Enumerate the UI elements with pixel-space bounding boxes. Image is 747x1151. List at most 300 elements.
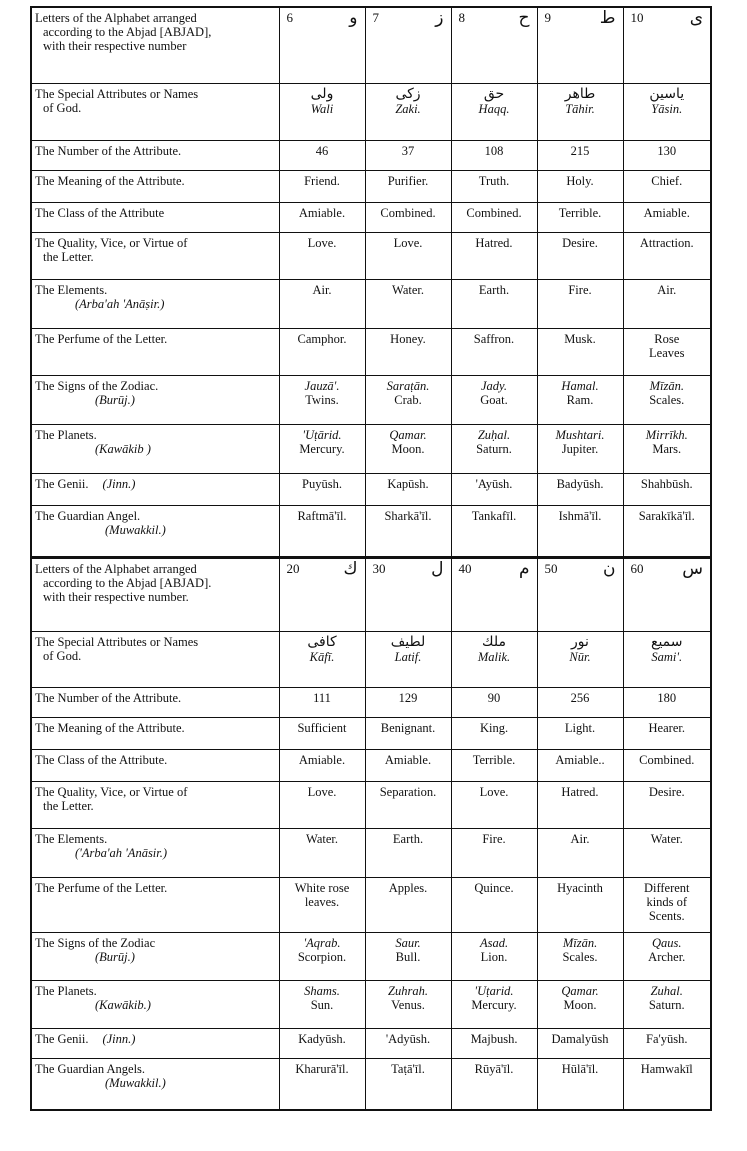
- english-name: Mercury.: [471, 997, 517, 1012]
- value-cell: Amiable.: [623, 202, 711, 232]
- arabic-name: Zuhrah.: [388, 983, 428, 998]
- value-cell: [537, 375, 623, 424]
- arabic-letter: ل: [431, 558, 444, 579]
- angels-row: [31, 1058, 711, 1110]
- value-cell: Damalyūsh: [537, 1028, 623, 1058]
- english-name: Mercury.: [299, 441, 345, 456]
- divine-name-translit: Yāsin.: [651, 101, 683, 116]
- value-cell: [279, 932, 365, 980]
- letter-cell: [537, 7, 623, 83]
- arabic-letter: ن: [603, 558, 616, 579]
- row-label-line: according to the Abjad [ABJAD].: [43, 575, 212, 590]
- arabic-name: Shams.: [304, 983, 340, 998]
- row-label-line: (Muwakkil.): [105, 522, 166, 537]
- arabic-name: Zuḥal.: [477, 427, 511, 442]
- row-label: [31, 877, 279, 932]
- value-cell: [623, 1058, 711, 1110]
- zodiac-row: [31, 932, 711, 980]
- value-line: Hyacinth: [557, 880, 603, 895]
- english-name: Moon.: [563, 997, 597, 1012]
- value-line: Taṭā'īl.: [391, 1061, 425, 1076]
- value-cell: [451, 424, 537, 473]
- row-label-line: with their respective number: [43, 39, 187, 53]
- value-cell: [365, 932, 451, 980]
- row-label-line: The Signs of the Zodiac: [35, 935, 156, 950]
- value-cell: [537, 877, 623, 932]
- value-cell: Majbush.: [451, 1028, 537, 1058]
- divine-name-cell: [365, 83, 451, 140]
- english-name: Moon.: [391, 441, 425, 456]
- arabic-name: 'Uṭarid.: [474, 983, 514, 998]
- value-cell: [537, 1058, 623, 1110]
- row-label-line: according to the Abjad [ABJAD],: [43, 25, 212, 39]
- arabic-letter: ى: [689, 8, 703, 28]
- row-label: [31, 687, 279, 717]
- row-label-line: The Elements.: [35, 831, 108, 846]
- english-name: Crab.: [394, 392, 422, 407]
- value-cell: Sarakīkā'īl.: [623, 505, 711, 557]
- value-cell: 111: [279, 687, 365, 717]
- value-cell: Love.: [451, 781, 537, 828]
- value-cell: Love.: [279, 781, 365, 828]
- divine-name-cell: [537, 631, 623, 687]
- value-line: Hamwakīl: [640, 1061, 693, 1076]
- row-label: [31, 232, 279, 279]
- value-line: leaves.: [304, 894, 340, 909]
- value-cell: Truth.: [451, 170, 537, 202]
- row-label-line: The Guardian Angel.: [35, 508, 141, 523]
- class-row: [31, 202, 711, 232]
- elements-row: [31, 828, 711, 877]
- letter-cell: [451, 7, 537, 83]
- letter-cell: [623, 557, 711, 631]
- row-label: [31, 279, 279, 328]
- value-line: Leaves: [649, 345, 685, 360]
- value-cell: Kadyūsh.: [279, 1028, 365, 1058]
- value-cell: Water.: [623, 828, 711, 877]
- row-label: [31, 557, 279, 631]
- arabic-name: Jauzā'.: [304, 378, 340, 393]
- letter-number: 10: [630, 10, 644, 25]
- value-cell: Air.: [537, 828, 623, 877]
- letter-number: 40: [458, 560, 472, 576]
- arabic-name: Mīzān.: [562, 935, 598, 950]
- arabic-letter: م: [518, 558, 530, 579]
- value-cell: 'Ayūsh.: [451, 473, 537, 505]
- letter-cell: [365, 557, 451, 631]
- english-name: Goat.: [480, 392, 508, 407]
- value-cell: Water.: [279, 828, 365, 877]
- arabic-name: Mīzān.: [649, 378, 684, 393]
- divine-name-translit: Latif.: [394, 649, 422, 664]
- value-cell: Water.: [365, 279, 451, 328]
- row-label-line: The Quality, Vice, or Virtue of: [35, 784, 188, 799]
- value-cell: 215: [537, 140, 623, 170]
- value-line: Scents.: [648, 908, 685, 923]
- value-cell: 37: [365, 140, 451, 170]
- value-line: Rūyā'īl.: [474, 1061, 514, 1076]
- arabic-letter: ح: [518, 8, 530, 28]
- row-label-line: The Class of the Attribute: [35, 205, 165, 220]
- letter-number: 9: [544, 10, 551, 25]
- row-label: [31, 505, 279, 557]
- value-cell: [365, 375, 451, 424]
- divine-name-cell: [451, 83, 537, 140]
- value-cell: [623, 375, 711, 424]
- divine-name-arabic: طاهر: [564, 85, 596, 102]
- letter-cell: [451, 557, 537, 631]
- divine-name-translit: Sami'.: [651, 649, 683, 664]
- letter-header: [455, 8, 534, 28]
- letter-cell: [623, 7, 711, 83]
- value-cell: [365, 424, 451, 473]
- letter-number: 20: [286, 560, 300, 576]
- letter-number: 30: [372, 560, 386, 576]
- row-label: [31, 424, 279, 473]
- angels-row: [31, 505, 711, 557]
- meaning-row: [31, 717, 711, 749]
- zodiac-row: [31, 375, 711, 424]
- row-label: [31, 1028, 279, 1058]
- english-name: Scorpion.: [297, 949, 347, 964]
- arabic-letter: س: [682, 558, 703, 579]
- value-line: kinds of: [646, 894, 688, 909]
- value-cell: Hatred.: [537, 781, 623, 828]
- value-cell: Attraction.: [623, 232, 711, 279]
- names-row: [31, 631, 711, 687]
- letter-header: [283, 558, 362, 579]
- divine-name-translit: Haqq.: [478, 101, 510, 116]
- row-label-line: The Quality, Vice, or Virtue of: [35, 235, 188, 250]
- row-label-line: The Guardian Angels.: [35, 1061, 146, 1076]
- value-cell: Combined.: [623, 749, 711, 781]
- value-cell: [537, 932, 623, 980]
- value-cell: Combined.: [365, 202, 451, 232]
- row-label-line: of God.: [43, 100, 82, 115]
- value-cell: [365, 328, 451, 375]
- value-cell: Raftmā'īl.: [279, 505, 365, 557]
- letter-number: 6: [286, 10, 293, 25]
- english-name: Mars.: [652, 441, 682, 456]
- row-label: [31, 328, 279, 375]
- divine-name-arabic: ياسين: [649, 85, 685, 102]
- divine-name-cell: [279, 83, 365, 140]
- value-cell: [365, 980, 451, 1028]
- value-cell: Earth.: [451, 279, 537, 328]
- divine-name-translit: Tāhir.: [565, 101, 595, 116]
- value-line: Musk.: [564, 331, 596, 346]
- names-row: [31, 83, 711, 140]
- row-label-line: The Elements.: [35, 282, 108, 297]
- row-label-line: ('Arba'ah 'Anāsir.): [75, 845, 168, 860]
- arabic-letter: ط: [599, 8, 616, 28]
- row-label-line: The Perfume of the Letter.: [35, 880, 168, 895]
- row-label-line: The Planets.: [35, 983, 97, 998]
- value-cell: 180: [623, 687, 711, 717]
- letter-header: [369, 558, 448, 579]
- divine-name-cell: [365, 631, 451, 687]
- value-cell: [279, 424, 365, 473]
- english-name: Bull.: [395, 949, 421, 964]
- row-label-line: (Burūj.): [95, 392, 135, 407]
- value-cell: [279, 375, 365, 424]
- arabic-name: Zuhal.: [650, 983, 683, 998]
- row-label: [31, 140, 279, 170]
- value-cell: [537, 328, 623, 375]
- value-cell: Hatred.: [451, 232, 537, 279]
- divine-name-cell: [451, 631, 537, 687]
- value-cell: Badyūsh.: [537, 473, 623, 505]
- value-cell: Light.: [537, 717, 623, 749]
- value-cell: Fire.: [537, 279, 623, 328]
- arabic-name: Mirrīkh.: [645, 427, 688, 442]
- value-cell: [623, 932, 711, 980]
- row-label-line: (Burūj.): [95, 949, 135, 964]
- number-row: [31, 687, 711, 717]
- value-cell: [451, 1058, 537, 1110]
- arabic-name: Saur.: [395, 935, 421, 950]
- value-cell: 130: [623, 140, 711, 170]
- english-name: Lion.: [480, 949, 508, 964]
- row-label-line: The Genii.: [35, 1031, 89, 1046]
- value-cell: [279, 328, 365, 375]
- letter-header: [627, 8, 708, 28]
- value-cell: 256: [537, 687, 623, 717]
- letter-cell: [279, 557, 365, 631]
- english-name: Sun.: [310, 997, 334, 1012]
- letter-cell: [279, 7, 365, 83]
- arabic-name: Qaus.: [651, 935, 682, 950]
- letter-number: 8: [458, 10, 465, 25]
- value-cell: [279, 1058, 365, 1110]
- value-cell: Shahbūsh.: [623, 473, 711, 505]
- class-row: [31, 749, 711, 781]
- letter-cell: [537, 557, 623, 631]
- value-cell: 90: [451, 687, 537, 717]
- row-label-line: (Jinn.): [102, 1031, 136, 1046]
- row-label: [31, 980, 279, 1028]
- letter-header: [541, 8, 620, 28]
- value-cell: 'Adyūsh.: [365, 1028, 451, 1058]
- value-cell: Chief.: [623, 170, 711, 202]
- english-name: Venus.: [391, 997, 425, 1012]
- genii-row: [31, 1028, 711, 1058]
- meaning-row: [31, 170, 711, 202]
- row-label-line: (Kawākib.): [95, 997, 151, 1012]
- row-label: [31, 473, 279, 505]
- divine-name-translit: Malik.: [477, 649, 511, 664]
- row-label-line: the Letter.: [43, 249, 94, 264]
- arabic-name: Qamar.: [389, 427, 427, 442]
- value-cell: Kapūsh.: [365, 473, 451, 505]
- value-cell: Combined.: [451, 202, 537, 232]
- divine-name-arabic: سميع: [651, 633, 683, 650]
- divine-name-arabic: ولى: [310, 85, 334, 102]
- value-line: Saffron.: [473, 331, 515, 346]
- arabic-name: 'Uṭārid.: [302, 427, 342, 442]
- row-label: [31, 202, 279, 232]
- value-cell: [451, 932, 537, 980]
- row-label-line: The Special Attributes or Names: [35, 86, 199, 101]
- quality-row: [31, 781, 711, 828]
- arabic-name: Mushtari.: [555, 427, 605, 442]
- value-cell: Friend.: [279, 170, 365, 202]
- row-label-line: The Perfume of the Letter.: [35, 331, 168, 346]
- value-cell: [451, 375, 537, 424]
- perfume-row: [31, 328, 711, 375]
- letters-row: [31, 7, 711, 83]
- row-label-line: The Number of the Attribute.: [35, 143, 182, 158]
- value-cell: Sufficient: [279, 717, 365, 749]
- value-cell: Desire.: [623, 781, 711, 828]
- value-cell: 46: [279, 140, 365, 170]
- value-cell: [623, 328, 711, 375]
- value-cell: Amiable.: [279, 202, 365, 232]
- divine-name-translit: Kāfī.: [309, 649, 335, 664]
- value-line: Camphor.: [297, 331, 347, 346]
- row-label: [31, 375, 279, 424]
- letter-header: [369, 8, 448, 28]
- english-name: Scales.: [562, 949, 598, 964]
- value-line: Hūlā'īl.: [561, 1061, 599, 1076]
- value-cell: Fa'yūsh.: [623, 1028, 711, 1058]
- value-line: Rose: [654, 331, 680, 346]
- english-name: Ram.: [566, 392, 594, 407]
- letter-header: [627, 558, 708, 579]
- row-label-line: The Genii.: [35, 476, 89, 491]
- row-label: [31, 7, 279, 83]
- row-label-line: The Number of the Attribute.: [35, 690, 182, 705]
- number-row: [31, 140, 711, 170]
- elements-row: [31, 279, 711, 328]
- row-label-line: The Signs of the Zodiac.: [35, 378, 159, 393]
- row-label-line: of God.: [43, 648, 82, 663]
- genii-row: [31, 473, 711, 505]
- arabic-letter: ك: [343, 558, 358, 579]
- letter-header: [541, 558, 620, 579]
- row-label-line: (Kawākib ): [95, 441, 151, 456]
- letter-number: 60: [630, 560, 644, 576]
- row-label: [31, 1058, 279, 1110]
- row-label-line: The Planets.: [35, 427, 97, 442]
- divine-name-arabic: حق: [483, 85, 505, 102]
- value-cell: King.: [451, 717, 537, 749]
- value-cell: [365, 877, 451, 932]
- value-cell: [451, 877, 537, 932]
- divine-name-arabic: كافى: [307, 633, 337, 650]
- row-label: [31, 631, 279, 687]
- row-label-line: the Letter.: [43, 798, 94, 813]
- perfume-row: [31, 877, 711, 932]
- divine-name-arabic: ملك: [482, 633, 506, 650]
- row-label-line: The Special Attributes or Names: [35, 634, 199, 649]
- value-cell: Ishmā'īl.: [537, 505, 623, 557]
- value-cell: [623, 877, 711, 932]
- value-cell: Desire.: [537, 232, 623, 279]
- value-line: Different: [643, 880, 690, 895]
- arabic-letter: ز: [435, 8, 444, 28]
- value-cell: Holy.: [537, 170, 623, 202]
- value-cell: Separation.: [365, 781, 451, 828]
- letter-number: 50: [544, 560, 558, 576]
- row-label-line: The Meaning of the Attribute.: [35, 720, 185, 735]
- divine-name-cell: [623, 631, 711, 687]
- value-cell: [537, 424, 623, 473]
- value-cell: Terrible.: [537, 202, 623, 232]
- value-cell: 108: [451, 140, 537, 170]
- english-name: Saturn.: [476, 441, 512, 456]
- row-label: [31, 781, 279, 828]
- value-cell: Earth.: [365, 828, 451, 877]
- letters-row: [31, 557, 711, 631]
- row-label-line: (Muwakkil.): [105, 1075, 166, 1090]
- divine-name-cell: [623, 83, 711, 140]
- divine-name-translit: Nūr.: [569, 649, 591, 664]
- english-name: Jupiter.: [561, 441, 599, 456]
- arabic-name: Jady.: [480, 378, 508, 393]
- divine-name-translit: Wali: [310, 101, 334, 116]
- planets-row: [31, 980, 711, 1028]
- row-label-line: Letters of the Alphabet arranged: [35, 11, 197, 25]
- divine-name-arabic: نور: [571, 633, 589, 650]
- value-cell: Amiable.: [279, 749, 365, 781]
- value-line: Apples.: [388, 880, 428, 895]
- english-name: Scales.: [649, 392, 685, 407]
- arabic-name: 'Aqrab.: [303, 935, 341, 950]
- value-cell: Amiable..: [537, 749, 623, 781]
- divine-name-cell: [279, 631, 365, 687]
- row-label: [31, 932, 279, 980]
- arabic-name: Asad.: [479, 935, 509, 950]
- english-name: Archer.: [648, 949, 686, 964]
- letter-cell: [365, 7, 451, 83]
- divine-name-cell: [537, 83, 623, 140]
- row-label-line: The Meaning of the Attribute.: [35, 173, 185, 188]
- value-line: Kharurā'īl.: [295, 1061, 349, 1076]
- value-line: Honey.: [390, 331, 426, 346]
- quality-row: [31, 232, 711, 279]
- planets-row: [31, 424, 711, 473]
- row-label-line: with their respective number.: [43, 589, 189, 604]
- value-cell: Air.: [279, 279, 365, 328]
- value-line: Quince.: [474, 880, 514, 895]
- divine-name-arabic: زكى: [395, 85, 421, 102]
- value-cell: Tankafīl.: [451, 505, 537, 557]
- abjad-table: [30, 6, 712, 1111]
- value-cell: Hearer.: [623, 717, 711, 749]
- arabic-name: Saraṭān.: [386, 378, 430, 393]
- value-cell: [537, 980, 623, 1028]
- value-cell: [451, 328, 537, 375]
- row-label: [31, 749, 279, 781]
- value-cell: Air.: [623, 279, 711, 328]
- value-cell: Puyūsh.: [279, 473, 365, 505]
- row-label-line: (Jinn.): [102, 476, 136, 491]
- value-cell: Love.: [279, 232, 365, 279]
- value-cell: Sharkā'īl.: [365, 505, 451, 557]
- english-name: Saturn.: [648, 997, 685, 1012]
- row-label-line: The Class of the Attribute.: [35, 752, 168, 767]
- row-label: [31, 828, 279, 877]
- value-cell: Terrible.: [451, 749, 537, 781]
- row-label: [31, 170, 279, 202]
- row-label-line: Letters of the Alphabet arranged: [35, 561, 197, 576]
- divine-name-arabic: لطيف: [390, 633, 426, 650]
- value-cell: [623, 424, 711, 473]
- value-cell: Purifier.: [365, 170, 451, 202]
- arabic-letter: و: [349, 8, 358, 28]
- divine-name-translit: Zaki.: [395, 101, 421, 116]
